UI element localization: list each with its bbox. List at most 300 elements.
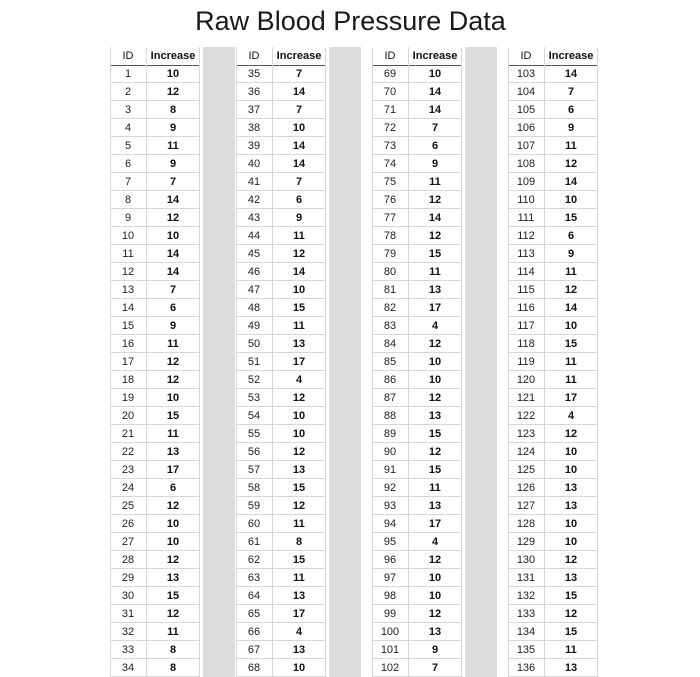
id-cell: 122: [516, 410, 536, 422]
id-cell: 98: [383, 590, 397, 602]
increase-cell: 11: [565, 644, 577, 656]
column-divider: [110, 47, 111, 677]
spacer-column: [329, 47, 361, 677]
increase-cell: 11: [565, 140, 577, 152]
id-cell: 59: [247, 500, 261, 512]
id-cell: 82: [383, 302, 397, 314]
increase-column-header: Increase: [276, 50, 322, 62]
id-cell: 90: [383, 446, 397, 458]
increase-cell: 13: [428, 410, 442, 422]
id-cell: 16: [121, 338, 135, 350]
id-cell: 129: [516, 536, 536, 548]
increase-cell: 14: [564, 68, 578, 80]
id-cell: 65: [247, 608, 261, 620]
increase-cell: 11: [565, 374, 577, 386]
increase-cell: 17: [292, 608, 306, 620]
increase-cell: 14: [428, 86, 442, 98]
increase-cell: 14: [166, 194, 180, 206]
increase-cell: 15: [428, 248, 442, 260]
id-cell: 21: [121, 428, 135, 440]
increase-cell: 4: [295, 626, 303, 638]
increase-cell: 12: [292, 248, 306, 260]
id-cell: 106: [516, 122, 536, 134]
id-cell: 36: [247, 86, 261, 98]
increase-cell: 12: [166, 608, 180, 620]
increase-cell: 13: [292, 644, 306, 656]
increase-cell: 7: [295, 176, 303, 188]
column-divider: [508, 47, 509, 677]
increase-cell: 9: [431, 158, 439, 170]
id-cell: 8: [124, 194, 132, 206]
id-cell: 113: [517, 248, 535, 260]
id-cell: 81: [383, 284, 397, 296]
id-cell: 69: [383, 68, 397, 80]
id-cell: 22: [121, 446, 135, 458]
increase-cell: 15: [564, 338, 578, 350]
increase-cell: 9: [169, 320, 177, 332]
id-cell: 42: [247, 194, 261, 206]
increase-cell: 7: [431, 122, 439, 134]
id-cell: 44: [247, 230, 261, 242]
increase-cell: 10: [428, 590, 442, 602]
increase-cell: 13: [564, 500, 578, 512]
increase-cell: 12: [292, 446, 306, 458]
spreadsheet-page: [110, 0, 594, 677]
id-cell: 93: [383, 500, 397, 512]
increase-cell: 10: [564, 320, 578, 332]
id-cell: 121: [516, 392, 536, 404]
increase-cell: 6: [431, 140, 439, 152]
increase-cell: 14: [292, 266, 306, 278]
increase-cell: 17: [292, 356, 306, 368]
id-cell: 95: [383, 536, 397, 548]
id-cell: 18: [121, 374, 135, 386]
column-divider: [272, 47, 273, 677]
increase-cell: 13: [564, 572, 578, 584]
id-cell: 41: [247, 176, 261, 188]
increase-cell: 11: [293, 230, 305, 242]
id-cell: 7: [124, 176, 132, 188]
id-cell: 89: [383, 428, 397, 440]
increase-cell: 14: [292, 158, 306, 170]
id-cell: 78: [383, 230, 397, 242]
id-cell: 124: [516, 446, 536, 458]
id-cell: 66: [247, 626, 261, 638]
id-cell: 107: [516, 140, 536, 152]
id-cell: 31: [121, 608, 135, 620]
id-cell: 43: [247, 212, 261, 224]
id-cell: 88: [383, 410, 397, 422]
id-cell: 105: [516, 104, 536, 116]
id-cell: 48: [247, 302, 261, 314]
increase-cell: 14: [166, 248, 180, 260]
id-cell: 112: [517, 230, 535, 242]
increase-cell: 13: [428, 500, 442, 512]
id-column-header: ID: [122, 50, 134, 62]
increase-cell: 12: [564, 554, 578, 566]
increase-cell: 11: [167, 626, 179, 638]
increase-cell: 10: [292, 662, 306, 674]
increase-cell: 13: [428, 626, 442, 638]
id-column-header: ID: [248, 50, 260, 62]
column-divider: [597, 47, 598, 677]
increase-cell: 12: [564, 158, 578, 170]
increase-cell: 12: [166, 212, 180, 224]
column-divider: [544, 47, 545, 677]
id-cell: 117: [517, 320, 535, 332]
increase-cell: 13: [428, 284, 442, 296]
increase-cell: 10: [166, 536, 180, 548]
id-cell: 32: [121, 626, 135, 638]
increase-column-header: Increase: [150, 50, 196, 62]
id-cell: 29: [121, 572, 135, 584]
id-cell: 135: [516, 644, 536, 656]
increase-column-header: Increase: [412, 50, 458, 62]
increase-cell: 12: [166, 86, 180, 98]
id-cell: 6: [124, 158, 132, 170]
id-cell: 123: [516, 428, 536, 440]
increase-cell: 14: [564, 176, 578, 188]
id-cell: 80: [383, 266, 397, 278]
id-cell: 49: [247, 320, 261, 332]
id-cell: 71: [383, 104, 397, 116]
increase-cell: 9: [169, 158, 177, 170]
increase-cell: 6: [169, 302, 177, 314]
id-cell: 75: [383, 176, 397, 188]
increase-cell: 8: [169, 644, 177, 656]
increase-cell: 13: [564, 662, 578, 674]
id-cell: 131: [516, 572, 536, 584]
increase-cell: 12: [428, 338, 442, 350]
increase-cell: 10: [292, 410, 306, 422]
increase-cell: 7: [295, 68, 303, 80]
id-cell: 27: [121, 536, 135, 548]
id-cell: 12: [121, 266, 135, 278]
increase-cell: 8: [169, 104, 177, 116]
id-cell: 103: [516, 68, 536, 80]
spacer-column: [203, 47, 235, 677]
id-cell: 96: [383, 554, 397, 566]
id-cell: 133: [516, 608, 536, 620]
increase-cell: 13: [292, 464, 306, 476]
id-cell: 4: [124, 122, 132, 134]
id-cell: 127: [516, 500, 536, 512]
id-cell: 68: [247, 662, 261, 674]
increase-cell: 11: [565, 266, 577, 278]
id-cell: 45: [247, 248, 261, 260]
increase-cell: 9: [567, 248, 575, 260]
id-column-header: ID: [384, 50, 396, 62]
increase-cell: 6: [169, 482, 177, 494]
increase-cell: 17: [428, 302, 442, 314]
increase-cell: 10: [564, 194, 578, 206]
increase-cell: 6: [295, 194, 303, 206]
increase-cell: 6: [567, 104, 575, 116]
id-cell: 118: [517, 338, 535, 350]
id-cell: 34: [121, 662, 135, 674]
id-cell: 128: [516, 518, 536, 530]
id-cell: 25: [121, 500, 135, 512]
increase-cell: 7: [169, 284, 177, 296]
id-cell: 60: [247, 518, 261, 530]
increase-cell: 9: [567, 122, 575, 134]
id-cell: 108: [516, 158, 536, 170]
id-cell: 102: [380, 662, 400, 674]
increase-cell: 14: [428, 104, 442, 116]
increase-cell: 11: [293, 572, 305, 584]
increase-cell: 14: [292, 86, 306, 98]
increase-cell: 15: [428, 428, 442, 440]
increase-cell: 7: [295, 104, 303, 116]
id-cell: 30: [121, 590, 135, 602]
id-cell: 10: [121, 230, 135, 242]
id-cell: 46: [247, 266, 261, 278]
column-divider: [325, 47, 326, 677]
increase-cell: 15: [292, 554, 306, 566]
increase-cell: 17: [428, 518, 442, 530]
increase-cell: 15: [564, 590, 578, 602]
id-cell: 70: [383, 86, 397, 98]
increase-cell: 11: [293, 518, 305, 530]
increase-cell: 17: [166, 464, 180, 476]
increase-cell: 12: [166, 500, 180, 512]
increase-cell: 14: [292, 140, 306, 152]
increase-cell: 11: [167, 338, 179, 350]
id-cell: 74: [383, 158, 397, 170]
id-cell: 79: [383, 248, 397, 260]
column-divider: [146, 47, 147, 677]
id-cell: 94: [383, 518, 397, 530]
increase-cell: 10: [292, 122, 306, 134]
increase-cell: 10: [428, 572, 442, 584]
id-cell: 111: [517, 212, 535, 224]
increase-cell: 12: [428, 554, 442, 566]
increase-cell: 17: [564, 392, 578, 404]
id-cell: 83: [383, 320, 397, 332]
id-cell: 11: [122, 248, 134, 260]
increase-cell: 13: [292, 338, 306, 350]
page-title: Raw Blood Pressure Data: [195, 6, 506, 36]
increase-cell: 12: [428, 194, 442, 206]
increase-cell: 15: [428, 464, 442, 476]
id-cell: 57: [247, 464, 261, 476]
id-cell: 72: [383, 122, 397, 134]
id-cell: 61: [247, 536, 261, 548]
table-block-2: [236, 47, 326, 677]
increase-cell: 11: [429, 482, 441, 494]
id-cell: 1: [124, 68, 132, 80]
increase-cell: 12: [292, 392, 306, 404]
column-divider: [408, 47, 409, 677]
increase-cell: 4: [567, 410, 575, 422]
increase-cell: 10: [564, 446, 578, 458]
increase-cell: 15: [564, 626, 578, 638]
id-cell: 19: [121, 392, 135, 404]
increase-cell: 12: [166, 356, 180, 368]
id-cell: 119: [517, 356, 535, 368]
id-cell: 91: [383, 464, 397, 476]
increase-cell: 8: [169, 662, 177, 674]
increase-cell: 13: [166, 446, 180, 458]
increase-cell: 10: [428, 356, 442, 368]
column-divider: [372, 47, 373, 677]
id-cell: 26: [121, 518, 135, 530]
id-cell: 132: [516, 590, 536, 602]
id-cell: 114: [517, 266, 535, 278]
id-cell: 3: [124, 104, 132, 116]
id-cell: 24: [121, 482, 135, 494]
increase-cell: 11: [293, 320, 305, 332]
increase-cell: 12: [428, 392, 442, 404]
column-divider: [461, 47, 462, 677]
increase-cell: 12: [564, 428, 578, 440]
id-cell: 85: [383, 356, 397, 368]
increase-cell: 12: [292, 500, 306, 512]
id-cell: 77: [383, 212, 397, 224]
id-cell: 136: [516, 662, 536, 674]
id-cell: 130: [516, 554, 536, 566]
id-cell: 15: [121, 320, 135, 332]
id-cell: 87: [383, 392, 397, 404]
increase-cell: 14: [166, 266, 180, 278]
id-cell: 5: [124, 140, 132, 152]
increase-cell: 9: [169, 122, 177, 134]
increase-cell: 12: [564, 284, 578, 296]
id-cell: 9: [124, 212, 132, 224]
id-cell: 23: [121, 464, 135, 476]
id-cell: 126: [516, 482, 536, 494]
increase-cell: 11: [167, 428, 179, 440]
table-block-4: [508, 47, 598, 677]
increase-cell: 14: [428, 212, 442, 224]
id-cell: 13: [121, 284, 135, 296]
id-cell: 33: [121, 644, 135, 656]
id-cell: 35: [247, 68, 261, 80]
id-cell: 76: [383, 194, 397, 206]
id-cell: 50: [247, 338, 261, 350]
id-cell: 63: [247, 572, 261, 584]
id-cell: 38: [247, 122, 261, 134]
increase-cell: 15: [292, 302, 306, 314]
id-cell: 97: [383, 572, 397, 584]
id-cell: 40: [247, 158, 261, 170]
increase-cell: 13: [292, 590, 306, 602]
id-cell: 62: [247, 554, 261, 566]
increase-cell: 4: [431, 320, 439, 332]
id-cell: 37: [247, 104, 261, 116]
id-cell: 73: [383, 140, 397, 152]
increase-cell: 7: [169, 176, 177, 188]
id-cell: 104: [516, 86, 536, 98]
increase-cell: 10: [292, 284, 306, 296]
id-cell: 55: [247, 428, 261, 440]
increase-cell: 11: [429, 266, 441, 278]
increase-cell: 15: [166, 590, 180, 602]
id-cell: 67: [247, 644, 261, 656]
id-column-header: ID: [520, 50, 532, 62]
increase-cell: 12: [564, 608, 578, 620]
increase-cell: 10: [166, 518, 180, 530]
id-cell: 100: [380, 626, 400, 638]
increase-cell: 11: [167, 140, 179, 152]
increase-cell: 9: [431, 644, 439, 656]
id-cell: 17: [121, 356, 135, 368]
id-cell: 53: [247, 392, 261, 404]
increase-cell: 10: [564, 464, 578, 476]
id-cell: 58: [247, 482, 261, 494]
increase-cell: 10: [166, 230, 180, 242]
id-cell: 120: [516, 374, 536, 386]
increase-cell: 15: [166, 410, 180, 422]
increase-cell: 4: [431, 536, 439, 548]
id-cell: 115: [517, 284, 535, 296]
increase-cell: 7: [431, 662, 439, 674]
id-cell: 116: [517, 302, 535, 314]
id-cell: 84: [383, 338, 397, 350]
increase-cell: 15: [292, 482, 306, 494]
id-cell: 56: [247, 446, 261, 458]
spacer-column: [465, 47, 497, 677]
id-cell: 86: [383, 374, 397, 386]
increase-cell: 8: [295, 536, 303, 548]
increase-cell: 12: [428, 608, 442, 620]
table-block-3: [372, 47, 462, 677]
increase-cell: 12: [166, 374, 180, 386]
increase-cell: 15: [564, 212, 578, 224]
increase-cell: 10: [166, 68, 180, 80]
id-cell: 109: [516, 176, 536, 188]
increase-cell: 11: [429, 176, 441, 188]
increase-column-header: Increase: [548, 50, 594, 62]
increase-cell: 6: [567, 230, 575, 242]
increase-cell: 10: [292, 428, 306, 440]
id-cell: 134: [516, 626, 536, 638]
increase-cell: 10: [428, 374, 442, 386]
increase-cell: 11: [565, 356, 577, 368]
increase-cell: 10: [564, 518, 578, 530]
increase-cell: 10: [564, 536, 578, 548]
id-cell: 47: [247, 284, 261, 296]
increase-cell: 13: [564, 482, 578, 494]
id-cell: 14: [121, 302, 135, 314]
increase-cell: 4: [295, 374, 303, 386]
column-divider: [236, 47, 237, 677]
id-cell: 54: [247, 410, 261, 422]
id-cell: 52: [247, 374, 261, 386]
id-cell: 125: [516, 464, 536, 476]
column-divider: [199, 47, 200, 677]
id-cell: 92: [383, 482, 397, 494]
id-cell: 110: [517, 194, 535, 206]
increase-cell: 12: [428, 446, 442, 458]
increase-cell: 10: [166, 392, 180, 404]
id-cell: 101: [380, 644, 400, 656]
id-cell: 20: [121, 410, 135, 422]
increase-cell: 9: [295, 212, 303, 224]
id-cell: 99: [383, 608, 397, 620]
increase-cell: 13: [166, 572, 180, 584]
increase-cell: 10: [428, 68, 442, 80]
id-cell: 64: [247, 590, 261, 602]
increase-cell: 12: [428, 230, 442, 242]
increase-cell: 14: [564, 302, 578, 314]
table-block-1: [110, 47, 200, 677]
id-cell: 2: [124, 86, 132, 98]
increase-cell: 7: [567, 86, 575, 98]
id-cell: 28: [121, 554, 135, 566]
increase-cell: 12: [166, 554, 180, 566]
id-cell: 51: [247, 356, 261, 368]
